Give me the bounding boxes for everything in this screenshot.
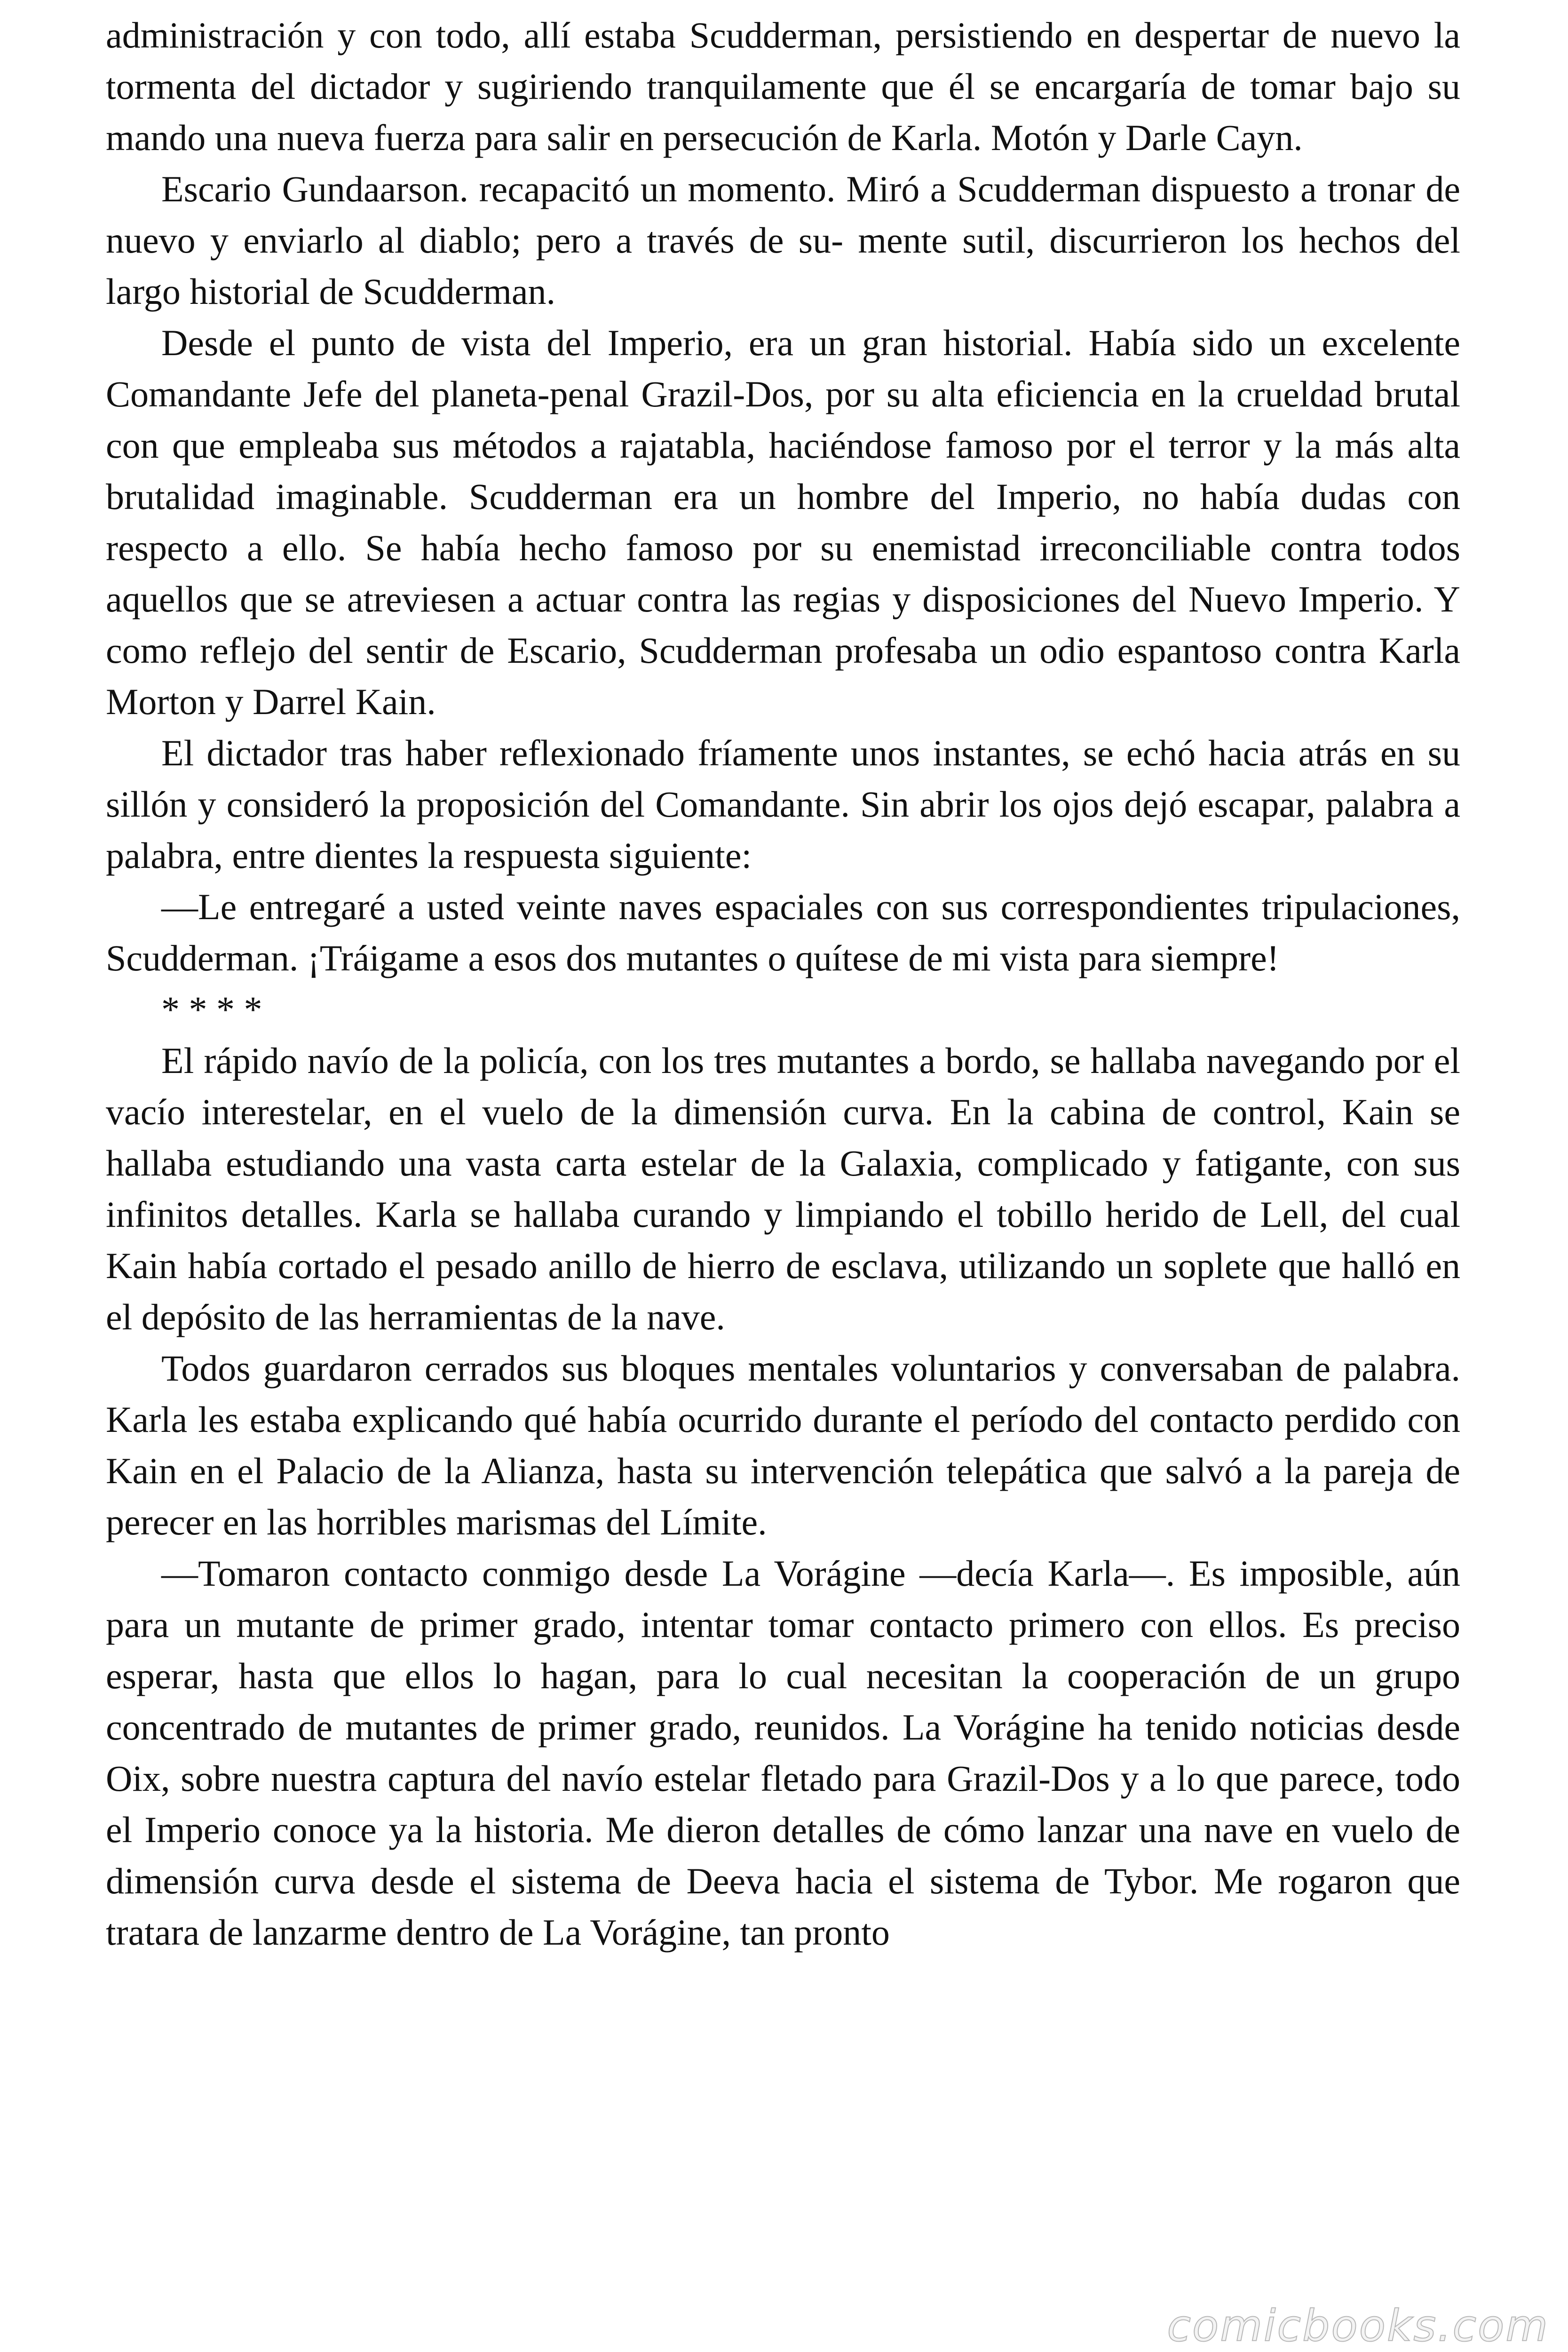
site-watermark: comicbooks.com [1167,2301,1549,2351]
paragraph-4: El dictador tras haber reflexionado fríamente unos instantes, se echó hacia atrás en su sillón y consideró la proposición del Comandante. Sin abrir los ojos dejó escapar, palabra a palabra, entre dientes la respuesta siguiente: [106,732,1460,876]
paragraph-6: El rápido navío de la policía, con los tres mutantes a bordo, se hallaba navegando por el vacío interestelar, en el vuelo de la dimensión curva. En la cabina de control, Kain se hallaba estudiando una vasta carta estelar de la Galaxia, complicado y fatigante, con sus infinitos detalles. Karla se hallaba curando y limpiando el tobillo herido de Lell, del cual Kain había cortado el pesado anillo de hierro de esclava, utilizando un soplete que halló en el depósito de las herramientas de la nave. [106,1040,1460,1337]
paragraph-2: Escario Gundaarson. recapacitó un momento. Miró a Scudderman dispuesto a tronar de nuevo y enviarlo al diablo; pero a través de su- mente sutil, discurrieron los hechos del largo historial de Scudderman. [106,168,1460,312]
paragraph-3: Desde el punto de vista del Imperio, era un gran historial. Había sido un excelente Comandante Jefe del planeta-penal Grazil-Dos, por su alta eficiencia en la crueldad brutal con que empleaba sus métodos a rajatabla, haciéndose famoso por el terror y la más alta brutalidad imaginable. Scudderman era un hombre del Imperio, no había dudas con respecto a ello. Se había hecho famoso por su enemistad irreconciliable contra todos aquellos que se atreviesen a actuar contra las regias y disposiciones del Nuevo Imperio. Y como reflejo del sentir de Escario, Scudderman profesaba un odio espantoso contra Karla Morton y Darrel Kain. [106,322,1460,722]
paragraph-7: Todos guardaron cerrados sus bloques mentales voluntarios y conversaban de palabra. Karla les estaba explicando qué había ocurrido durante el período del contacto perdido con Kain en el Palacio de la Alianza, hasta su intervención telepática que salvó a la pareja de perecer en las horribles marismas del Límite. [106,1348,1460,1542]
paragraph-8: —Tomaron contacto conmigo desde La Vorágine —decía Karla—. Es imposible, aún para un mutante de primer grado, intentar tomar contacto primero con ellos. Es preciso esperar, hasta que ellos lo hagan, para lo cual necesitan la cooperación de un grupo concentrado de mutantes de primer grado, reunidos. La Vorágine ha tenido noticias desde Oix, sobre nuestra captura del navío estelar fletado para Grazil-Dos y a lo que parece, todo el Imperio conoce ya la historia. Me dieron detalles de cómo lanzar una nave en vuelo de dimensión curva desde el sistema de Deeva hacia el sistema de Tybor. Me rogaron que tratara de lanzarme dentro de La Vorágine, tan pronto [106,1553,1460,1953]
paragraph-5: —Le entregaré a usted veinte naves espaciales con sus correspondientes tripulaciones, Scudderman. ¡Tráigame a esos dos mutantes o quítese de mi vista para siempre! [106,886,1460,978]
scene-break: * * * * [161,989,262,1030]
paragraph-1: administración y con todo, allí estaba Scudderman, persistiendo en despertar de nuevo la tormenta del dictador y sugiriendo tranquilamente que él se encargaría de tomar bajo su mando una nueva fuerza para salir en persecución de Karla. Motón y Darle Cayn. [106,15,1460,158]
book-page [106,9,1460,2333]
